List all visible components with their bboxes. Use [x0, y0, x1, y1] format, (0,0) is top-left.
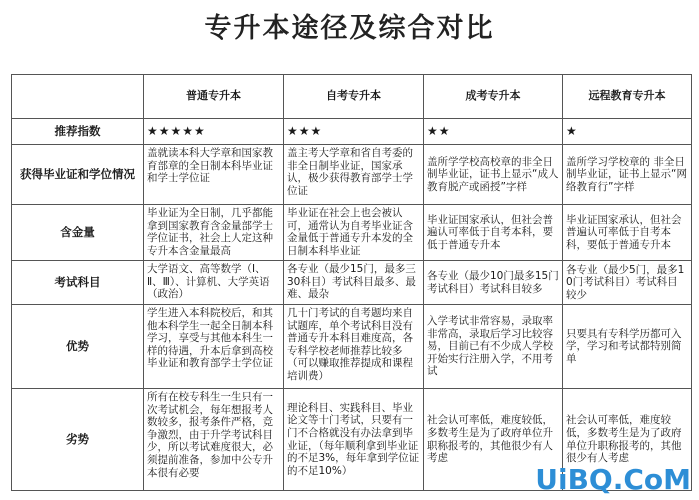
header-distance: 远程教育专升本: [563, 75, 692, 119]
rating-stars: ★★★: [284, 119, 424, 145]
rating-stars: ★★: [424, 119, 563, 145]
table-cell: 毕业证为全日制，几乎都能拿到国家教育含金量部学士学位证书，社会上人定这种专升本含金量最高: [144, 205, 284, 261]
table-cell: 毕业证国家承认，但社会普遍认可率低于自考本科，要低于普通专升本: [563, 205, 692, 261]
table-cell: 盖所学学校高校章的非全日制毕业证，证书上显示“成人教育脱产或函授”字样: [424, 145, 563, 205]
table-cell: 入学考试非常容易，录取率非常高，录取后学习比较容易，目前已有不少成人学校开始实行注册入学，不用考试: [424, 305, 563, 389]
table-cell: 大学语文、高等数学（Ⅰ、Ⅱ、Ⅲ）、计算机、大学英语（政治）: [144, 261, 284, 305]
table-row: [12, 119, 692, 145]
table-header-row: [12, 75, 692, 119]
table-row: [12, 145, 692, 205]
table-row: [12, 261, 692, 305]
table-cell: 社会认可率低，难度较低，多数考生是为了政府单位升职称报考的，其他很少有人考虑: [424, 389, 563, 491]
site-watermark: UiBQ.CoM: [535, 463, 691, 496]
page-title: 专升本途径及综合对比: [204, 13, 495, 44]
rating-stars: ★: [563, 119, 692, 145]
table-cell: 各专业（最少5门，最多10门考试科目）考试科目较少: [563, 261, 692, 305]
header-adult-exam: 成考专升本: [424, 75, 563, 119]
header-self-study: 自考专升本: [284, 75, 424, 119]
table-cell: 几十门考试的自考题均来自试题库，单个考试科目没有普通专升本科目难度高，各专科学校老师推荐比较多（可以赚取推荐提成和课程培训费）: [284, 305, 424, 389]
table-row: [12, 305, 692, 389]
table-cell: 各专业（最少10门最多15门考试科目）考试科目较多: [424, 261, 563, 305]
table-cell: 所有在校专科生一生只有一次考试机会，每年想报考人数较多，报考条件严格，竞争激烈，由于升学考试科目少，所以考试难度很大，必须提前准备，参加中公专升本很有必要: [144, 389, 284, 491]
row-label-rating: 推荐指数: [12, 119, 144, 145]
table-cell: 只要具有专科学历都可入学，学习和考试都特别简单: [563, 305, 692, 389]
table-row: [12, 205, 692, 261]
row-label-certificate: 获得毕业证和学位情况: [12, 145, 144, 205]
rating-stars: ★★★★★: [144, 119, 284, 145]
table-cell: 毕业证国家承认，但社会普遍认可率低于自考本科，要低于普通专升本: [424, 205, 563, 261]
table-cell: 盖所学习学校章的 非全日制毕业证，证书上显示“网络教育行”字样: [563, 145, 692, 205]
table-cell: 盖主考大学章和省自考委的非全日制毕业证，国家承认，极少获得教育部学士学位证: [284, 145, 424, 205]
table-cell: 学生进入本科院校后，和其他本科学生一起全日制本科学习，享受与其他本科生一样的待遇，升本后拿到高校毕业证和教育部学士学位证: [144, 305, 284, 389]
row-label-subjects: 考试科目: [12, 261, 144, 305]
header-corner: [12, 75, 144, 119]
table-cell: 毕业证在社会上也会被认可，通常认为自考毕业证含金量低于普通专升本发的全日制本科毕业证: [284, 205, 424, 261]
header-regular: 普通专升本: [144, 75, 284, 119]
table-cell: 各专业（最少15门，最多三30科目）考试科目最多、最难、最杂: [284, 261, 424, 305]
row-label-disadvantages: 劣势: [12, 389, 144, 491]
comparison-table: [11, 74, 692, 491]
row-label-advantages: 优势: [12, 305, 144, 389]
table-cell: 盖就读本科大学章和国家教育部章的全日制本科毕业证和学士学位证: [144, 145, 284, 205]
table-cell: 社会认可率低，难度较低，多数考生是为了政府单位升职称报考的，其他很少有人考虑: [563, 389, 692, 491]
row-label-value: 含金量: [12, 205, 144, 261]
table-cell: 理论科目、实践科目、毕业论文等十门考试，只要有一门不合格就没有办法拿到毕业证，（每年顺利拿到毕业证的不足3%，每年拿到学位证的不足10%）: [284, 389, 424, 491]
